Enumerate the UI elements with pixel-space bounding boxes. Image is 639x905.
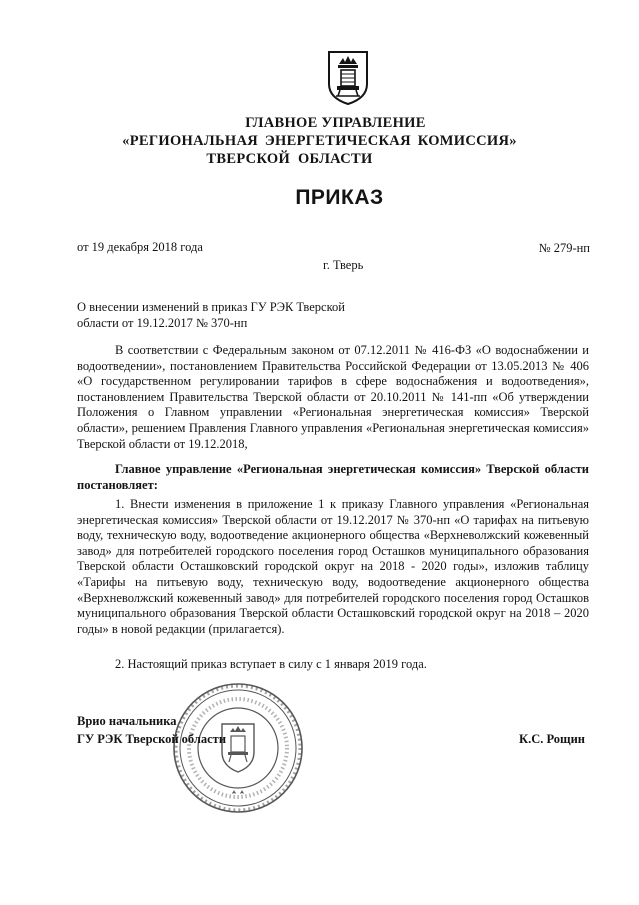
org-name-line-1: ГЛАВНОЕ УПРАВЛЕНИЕ xyxy=(245,115,426,131)
document-city: г. Тверь xyxy=(323,258,364,272)
decree-paragraph: Главное управление «Региональная энергетическая комиссия» Тверской области постановляет: xyxy=(77,462,589,492)
signatory-position-line-1: Врио начальника xyxy=(77,714,177,728)
decree-item-1: 1. Внести изменения в приложение 1 к приказу Главного управления «Региональная энергетическая комиссия» Тверской области от 19.12.2017 № 370-нп «О тарифах на питьевую воду, техническую воду, водоотведение акционерного общества «Верхневолжский кожевенный завод» для потребителей городского поселения город Осташков муниципального образования Тверской области Осташковский городской округ на 2018 - 2020 годы», изложив таблицу «Тарифы на питьевую воду, техническую воду, водоотведение акционерного общества «Верхневолжский кожевенный завод» для потребителей городского поселения город Осташков муниципального образования Тверской области Осташковский городской округ на 2018 – 2020 годы» в новой редакции (прилагается). xyxy=(77,497,589,636)
signatory-name: К.С. Рощин xyxy=(519,732,585,746)
document-date: от 19 декабря 2018 года xyxy=(77,240,203,254)
decree-item-2: 2. Настоящий приказ вступает в силу с 1 января 2019 года. xyxy=(115,657,427,671)
document-number: № 279-нп xyxy=(538,241,590,255)
org-name-line-2: «РЕГИОНАЛЬНАЯ ЭНЕРГЕТИЧЕСКАЯ КОМИССИЯ» xyxy=(122,133,517,149)
tver-coat-of-arms-icon xyxy=(327,50,369,106)
document-title: ПРИКАЗ xyxy=(295,186,384,209)
org-name-line-3: ТВЕРСКОЙ ОБЛАСТИ xyxy=(206,151,373,167)
preamble-paragraph: В соответствии с Федеральным законом от 07.12.2011 № 416-ФЗ «О водоснабжении и водоотведении», постановлением Правительства Российской Федерации от 13.05.2013 № 406 «О государственном регулировании тарифов в сфере водоснабжения и водоотведения», постановлением Правительства Тверской области от 20.10.2011 № 141-пп «Об утверждении Положения о Главном управлении «Региональная энергетическая комиссия» Тверской области», решением Правления Главного управления «Региональная энергетическая комиссия» Тверской области от 19.12.2018, xyxy=(77,343,589,451)
signatory-position-line-2: ГУ РЭК Тверской области xyxy=(77,732,227,746)
document-subject: О внесении изменений в приказ ГУ РЭК Тверской области от 19.12.2017 № 370-нп xyxy=(77,300,345,330)
signatory-position xyxy=(77,712,226,748)
official-seal-icon xyxy=(170,680,306,816)
